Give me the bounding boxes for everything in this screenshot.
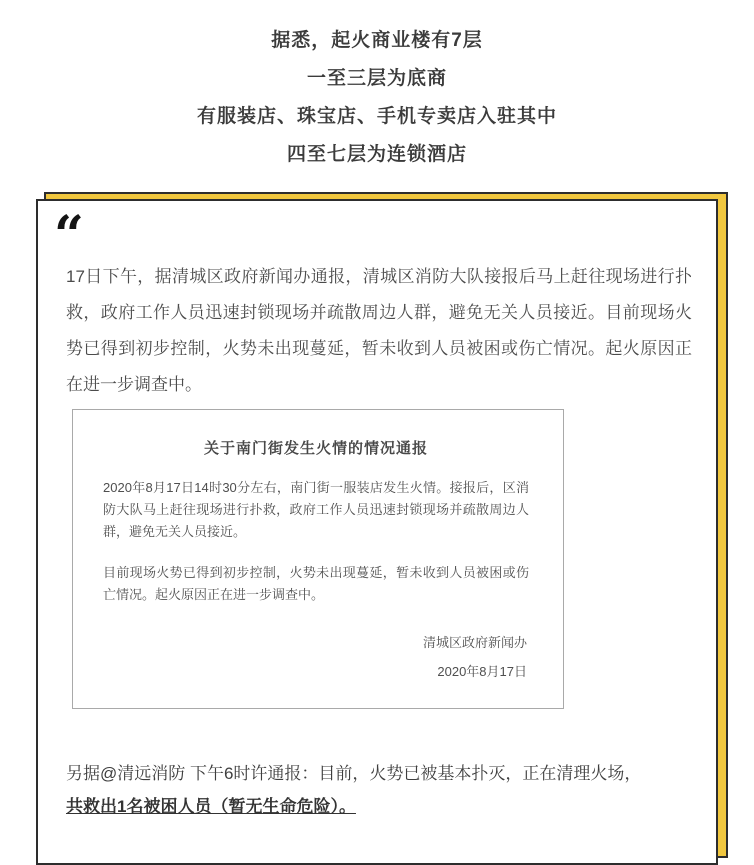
notice-signature-block (103, 628, 529, 686)
notice-paragraph-1: 2020年8月17日14时30分左右，南门街一服装店发生火情。接报后，区消防大队马上赶往现场进行扑救，政府工作人员迅速封锁现场并疏散周边人群，避免无关人员接近。 (103, 480, 529, 539)
update-paragraph (66, 757, 692, 823)
article-lead (0, 0, 754, 174)
notice-paragraph-2: 目前现场火势已得到初步控制，火势未出现蔓延，暂未收到人员被困或伤亡情况。起火原因正在进一步调查中。 (103, 565, 529, 602)
quote-icon: “ (54, 205, 84, 266)
notice-date: 2020年8月17日 (437, 664, 527, 679)
quote-card-body (36, 199, 718, 865)
notice-signature: 清城区政府新闻办 (422, 635, 527, 650)
quote-paragraph: 17日下午，据清城区政府新闻办通报，清城区消防大队接报后马上赶往现场进行扑救，政府工作人员迅速封锁现场并疏散周边人群，避免无关人员接近。目前现场火势已得到初步控制，火势未出现蔓延，暂未收到人员被困或伤亡情况。起火原因正在进一步调查中。 (66, 267, 692, 394)
lead-line-1: 据悉，起火商业楼有7层 (271, 30, 483, 51)
lead-line-2: 一至三层为底商 (306, 68, 447, 89)
quote-card (36, 199, 718, 865)
lead-line-4: 四至七层为连锁酒店 (286, 144, 467, 165)
notice-title: 关于南门街发生火情的情况通报 (203, 440, 428, 457)
update-highlight: 共救出1名被困人员（暂无生命危险）。 (66, 797, 356, 816)
update-text: 另据@清远消防 下午6时许通报：目前，火势已被基本扑灭，正在清理火场， (66, 764, 642, 783)
lead-line-3: 有服装店、珠宝店、手机专卖店入驻其中 (196, 106, 557, 127)
notice-image-box[interactable] (72, 409, 564, 709)
